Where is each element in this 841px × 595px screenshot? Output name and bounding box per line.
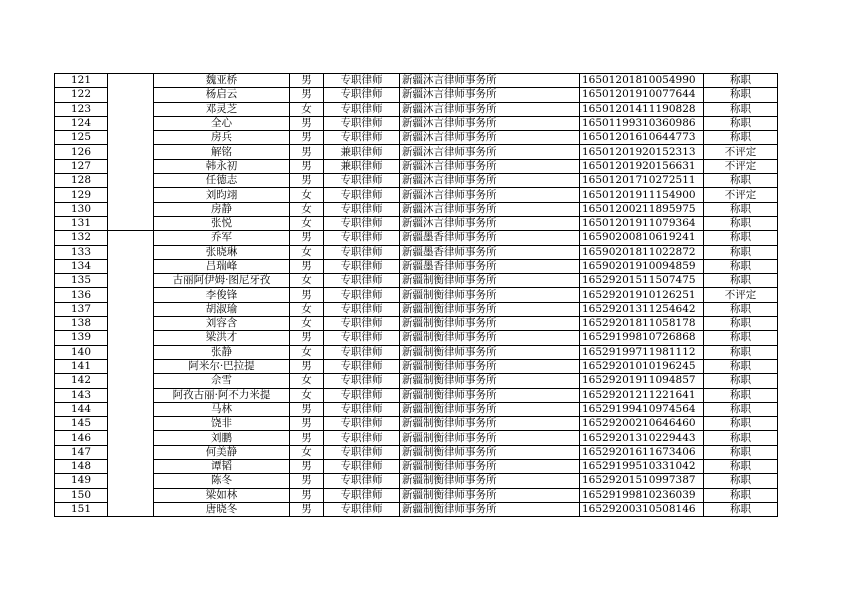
lawyer-type-cell: 专职律师	[324, 245, 400, 259]
table-row	[55, 302, 778, 316]
lawyer-type-cell: 专职律师	[324, 388, 400, 402]
name-cell: 刘容含	[154, 317, 290, 331]
gender-cell: 女	[290, 445, 324, 459]
certificate-number-cell: 16529201611673406	[580, 445, 704, 459]
law-firm-cell: 新疆制衡律师事务所	[400, 359, 580, 373]
row-number-cell: 125	[55, 131, 108, 145]
row-number-cell: 126	[55, 145, 108, 159]
row-number-cell: 130	[55, 202, 108, 216]
table-row	[55, 102, 778, 116]
gender-cell: 男	[290, 259, 324, 273]
law-firm-cell: 新疆沐言律师事务所	[400, 159, 580, 173]
row-number-cell: 137	[55, 302, 108, 316]
table-row	[55, 88, 778, 102]
blank-cell	[108, 502, 154, 516]
blank-cell	[108, 374, 154, 388]
table-row	[55, 159, 778, 173]
table-row	[55, 74, 778, 88]
blank-cell	[108, 302, 154, 316]
gender-cell: 女	[290, 102, 324, 116]
blank-cell	[108, 488, 154, 502]
certificate-number-cell: 16529201511507475	[580, 274, 704, 288]
blank-cell	[108, 74, 154, 88]
table-row	[55, 274, 778, 288]
lawyer-type-cell: 专职律师	[324, 274, 400, 288]
blank-cell	[108, 274, 154, 288]
lawyer-type-cell: 专职律师	[324, 116, 400, 130]
certificate-number-cell: 16529199810726868	[580, 331, 704, 345]
row-number-cell: 134	[55, 259, 108, 273]
lawyer-type-cell: 专职律师	[324, 202, 400, 216]
blank-cell	[108, 202, 154, 216]
evaluation-result-cell: 不评定	[704, 159, 778, 173]
certificate-number-cell: 16529201911094857	[580, 374, 704, 388]
evaluation-result-cell: 称职	[704, 259, 778, 273]
law-firm-cell: 新疆沐言律师事务所	[400, 174, 580, 188]
row-number-cell: 147	[55, 445, 108, 459]
law-firm-cell: 新疆沐言律师事务所	[400, 202, 580, 216]
gender-cell: 男	[290, 502, 324, 516]
row-number-cell: 146	[55, 431, 108, 445]
name-cell: 梁洪才	[154, 331, 290, 345]
lawyer-type-cell: 专职律师	[324, 402, 400, 416]
law-firm-cell: 新疆制衡律师事务所	[400, 488, 580, 502]
table-row	[55, 259, 778, 273]
evaluation-result-cell: 称职	[704, 102, 778, 116]
row-number-cell: 139	[55, 331, 108, 345]
name-cell: 唐晓冬	[154, 502, 290, 516]
certificate-number-cell: 16590201910094859	[580, 259, 704, 273]
row-number-cell: 150	[55, 488, 108, 502]
table-row	[55, 417, 778, 431]
evaluation-result-cell: 不评定	[704, 188, 778, 202]
gender-cell: 女	[290, 302, 324, 316]
table-row	[55, 460, 778, 474]
evaluation-result-cell: 称职	[704, 317, 778, 331]
name-cell: 刘昀翊	[154, 188, 290, 202]
law-firm-cell: 新疆制衡律师事务所	[400, 402, 580, 416]
law-firm-cell: 新疆制衡律师事务所	[400, 502, 580, 516]
evaluation-result-cell: 称职	[704, 174, 778, 188]
gender-cell: 男	[290, 288, 324, 302]
certificate-number-cell: 16529201211221641	[580, 388, 704, 402]
name-cell: 李俊锋	[154, 288, 290, 302]
table-row	[55, 374, 778, 388]
name-cell: 吕瑞峰	[154, 259, 290, 273]
table-row	[55, 216, 778, 230]
lawyer-type-cell: 专职律师	[324, 231, 400, 245]
blank-cell	[108, 460, 154, 474]
certificate-number-cell: 16501201910077644	[580, 88, 704, 102]
evaluation-result-cell: 称职	[704, 302, 778, 316]
evaluation-result-cell: 称职	[704, 374, 778, 388]
evaluation-result-cell: 不评定	[704, 145, 778, 159]
law-firm-cell: 新疆墨香律师事务所	[400, 231, 580, 245]
gender-cell: 男	[290, 402, 324, 416]
lawyer-type-cell: 专职律师	[324, 131, 400, 145]
law-firm-cell: 新疆制衡律师事务所	[400, 317, 580, 331]
lawyer-type-cell: 专职律师	[324, 88, 400, 102]
lawyer-type-cell: 专职律师	[324, 259, 400, 273]
certificate-number-cell: 16529200310508146	[580, 502, 704, 516]
law-firm-cell: 新疆制衡律师事务所	[400, 474, 580, 488]
table-body	[55, 74, 778, 517]
gender-cell: 女	[290, 388, 324, 402]
law-firm-cell: 新疆制衡律师事务所	[400, 288, 580, 302]
certificate-number-cell: 16501201911154900	[580, 188, 704, 202]
name-cell: 张静	[154, 345, 290, 359]
table-row	[55, 388, 778, 402]
certificate-number-cell: 16501201411190828	[580, 102, 704, 116]
row-number-cell: 143	[55, 388, 108, 402]
name-cell: 阿米尔·巴拉提	[154, 359, 290, 373]
table-row	[55, 288, 778, 302]
row-number-cell: 129	[55, 188, 108, 202]
certificate-number-cell: 16590201811022872	[580, 245, 704, 259]
evaluation-result-cell: 称职	[704, 402, 778, 416]
row-number-cell: 127	[55, 159, 108, 173]
name-cell: 杨启云	[154, 88, 290, 102]
evaluation-result-cell: 称职	[704, 331, 778, 345]
gender-cell: 男	[290, 88, 324, 102]
name-cell: 阿孜古丽·阿不力米提	[154, 388, 290, 402]
lawyer-type-cell: 专职律师	[324, 302, 400, 316]
certificate-number-cell: 16529201310229443	[580, 431, 704, 445]
gender-cell: 女	[290, 374, 324, 388]
gender-cell: 男	[290, 231, 324, 245]
name-cell: 魏亚桥	[154, 74, 290, 88]
gender-cell: 男	[290, 474, 324, 488]
gender-cell: 男	[290, 417, 324, 431]
row-number-cell: 148	[55, 460, 108, 474]
table-row	[55, 402, 778, 416]
lawyer-roster-table	[54, 73, 778, 517]
evaluation-result-cell: 称职	[704, 74, 778, 88]
name-cell: 全心	[154, 116, 290, 130]
lawyer-type-cell: 兼职律师	[324, 145, 400, 159]
law-firm-cell: 新疆沐言律师事务所	[400, 145, 580, 159]
blank-cell	[108, 288, 154, 302]
table-row	[55, 116, 778, 130]
law-firm-cell: 新疆制衡律师事务所	[400, 460, 580, 474]
evaluation-result-cell: 称职	[704, 388, 778, 402]
gender-cell: 男	[290, 359, 324, 373]
law-firm-cell: 新疆制衡律师事务所	[400, 331, 580, 345]
evaluation-result-cell: 称职	[704, 88, 778, 102]
certificate-number-cell: 16590200810619241	[580, 231, 704, 245]
evaluation-result-cell: 不评定	[704, 288, 778, 302]
gender-cell: 男	[290, 116, 324, 130]
row-number-cell: 140	[55, 345, 108, 359]
evaluation-result-cell: 称职	[704, 431, 778, 445]
blank-cell	[108, 174, 154, 188]
row-number-cell: 133	[55, 245, 108, 259]
blank-cell	[108, 388, 154, 402]
section-divider	[107, 230, 153, 231]
name-cell: 何美静	[154, 445, 290, 459]
law-firm-cell: 新疆制衡律师事务所	[400, 445, 580, 459]
law-firm-cell: 新疆墨香律师事务所	[400, 245, 580, 259]
table-row	[55, 488, 778, 502]
table-row	[55, 474, 778, 488]
table-row	[55, 145, 778, 159]
row-number-cell: 151	[55, 502, 108, 516]
row-number-cell: 136	[55, 288, 108, 302]
blank-cell	[108, 216, 154, 230]
table-row	[55, 174, 778, 188]
lawyer-type-cell: 专职律师	[324, 445, 400, 459]
row-number-cell: 128	[55, 174, 108, 188]
table-row	[55, 331, 778, 345]
name-cell: 房兵	[154, 131, 290, 145]
certificate-number-cell: 16501201920152313	[580, 145, 704, 159]
gender-cell: 女	[290, 202, 324, 216]
evaluation-result-cell: 称职	[704, 231, 778, 245]
certificate-number-cell: 16529201010196245	[580, 359, 704, 373]
blank-cell	[108, 116, 154, 130]
table-row	[55, 245, 778, 259]
blank-cell	[108, 331, 154, 345]
law-firm-cell: 新疆沐言律师事务所	[400, 116, 580, 130]
table-row	[55, 502, 778, 516]
gender-cell: 男	[290, 74, 324, 88]
name-cell: 解铭	[154, 145, 290, 159]
certificate-number-cell: 16529200210646460	[580, 417, 704, 431]
row-number-cell: 149	[55, 474, 108, 488]
evaluation-result-cell: 称职	[704, 245, 778, 259]
name-cell: 胡淑瑜	[154, 302, 290, 316]
certificate-number-cell: 16529199510331042	[580, 460, 704, 474]
gender-cell: 男	[290, 488, 324, 502]
name-cell: 韩永初	[154, 159, 290, 173]
certificate-number-cell: 16529199810236039	[580, 488, 704, 502]
certificate-number-cell: 16501199310360986	[580, 116, 704, 130]
lawyer-type-cell: 专职律师	[324, 417, 400, 431]
lawyer-type-cell: 专职律师	[324, 174, 400, 188]
evaluation-result-cell: 称职	[704, 460, 778, 474]
law-firm-cell: 新疆沐言律师事务所	[400, 131, 580, 145]
table-row	[55, 231, 778, 245]
lawyer-type-cell: 专职律师	[324, 216, 400, 230]
lawyer-type-cell: 兼职律师	[324, 159, 400, 173]
law-firm-cell: 新疆沐言律师事务所	[400, 216, 580, 230]
blank-cell	[108, 259, 154, 273]
gender-cell: 男	[290, 174, 324, 188]
table-row	[55, 131, 778, 145]
certificate-number-cell: 16501201810054990	[580, 74, 704, 88]
table-row	[55, 445, 778, 459]
gender-cell: 男	[290, 145, 324, 159]
evaluation-result-cell: 称职	[704, 131, 778, 145]
row-number-cell: 142	[55, 374, 108, 388]
blank-cell	[108, 188, 154, 202]
lawyer-type-cell: 专职律师	[324, 331, 400, 345]
certificate-number-cell: 16501201610644773	[580, 131, 704, 145]
table-row	[55, 431, 778, 445]
name-cell: 马林	[154, 402, 290, 416]
certificate-number-cell: 16529199711981112	[580, 345, 704, 359]
lawyer-type-cell: 专职律师	[324, 431, 400, 445]
evaluation-result-cell: 称职	[704, 445, 778, 459]
blank-cell	[108, 345, 154, 359]
lawyer-type-cell: 专职律师	[324, 502, 400, 516]
certificate-number-cell: 16501201911079364	[580, 216, 704, 230]
gender-cell: 男	[290, 460, 324, 474]
evaluation-result-cell: 称职	[704, 274, 778, 288]
table-row	[55, 345, 778, 359]
blank-cell	[108, 131, 154, 145]
gender-cell: 女	[290, 188, 324, 202]
lawyer-type-cell: 专职律师	[324, 102, 400, 116]
evaluation-result-cell: 称职	[704, 359, 778, 373]
name-cell: 乔军	[154, 231, 290, 245]
evaluation-result-cell: 称职	[704, 202, 778, 216]
name-cell: 邓灵芝	[154, 102, 290, 116]
gender-cell: 男	[290, 159, 324, 173]
evaluation-result-cell: 称职	[704, 488, 778, 502]
blank-cell	[108, 102, 154, 116]
blank-cell	[108, 245, 154, 259]
certificate-number-cell: 16501200211895975	[580, 202, 704, 216]
name-cell: 陈冬	[154, 474, 290, 488]
law-firm-cell: 新疆沐言律师事务所	[400, 74, 580, 88]
row-number-cell: 135	[55, 274, 108, 288]
gender-cell: 女	[290, 345, 324, 359]
row-number-cell: 122	[55, 88, 108, 102]
blank-cell	[108, 317, 154, 331]
law-firm-cell: 新疆制衡律师事务所	[400, 431, 580, 445]
row-number-cell: 131	[55, 216, 108, 230]
name-cell: 张晓琳	[154, 245, 290, 259]
blank-cell	[108, 431, 154, 445]
lawyer-type-cell: 专职律师	[324, 374, 400, 388]
table-row	[55, 188, 778, 202]
certificate-number-cell: 16529201910126251	[580, 288, 704, 302]
blank-cell	[108, 88, 154, 102]
lawyer-type-cell: 专职律师	[324, 488, 400, 502]
evaluation-result-cell: 称职	[704, 502, 778, 516]
lawyer-type-cell: 专职律师	[324, 317, 400, 331]
lawyer-type-cell: 专职律师	[324, 188, 400, 202]
lawyer-type-cell: 专职律师	[324, 460, 400, 474]
law-firm-cell: 新疆沐言律师事务所	[400, 102, 580, 116]
lawyer-type-cell: 专职律师	[324, 288, 400, 302]
blank-cell	[108, 474, 154, 488]
law-firm-cell: 新疆制衡律师事务所	[400, 302, 580, 316]
certificate-number-cell: 16501201920156631	[580, 159, 704, 173]
lawyer-type-cell: 专职律师	[324, 359, 400, 373]
row-number-cell: 132	[55, 231, 108, 245]
certificate-number-cell: 16529201311254642	[580, 302, 704, 316]
table-row	[55, 317, 778, 331]
certificate-number-cell: 16529201811058178	[580, 317, 704, 331]
law-firm-cell: 新疆墨香律师事务所	[400, 259, 580, 273]
name-cell: 古丽阿伊姆·图尼牙孜	[154, 274, 290, 288]
evaluation-result-cell: 称职	[704, 216, 778, 230]
lawyer-type-cell: 专职律师	[324, 474, 400, 488]
gender-cell: 女	[290, 317, 324, 331]
law-firm-cell: 新疆沐言律师事务所	[400, 88, 580, 102]
certificate-number-cell: 16501201710272511	[580, 174, 704, 188]
blank-cell	[108, 402, 154, 416]
blank-cell	[108, 445, 154, 459]
law-firm-cell: 新疆制衡律师事务所	[400, 345, 580, 359]
row-number-cell: 145	[55, 417, 108, 431]
row-number-cell: 141	[55, 359, 108, 373]
evaluation-result-cell: 称职	[704, 116, 778, 130]
name-cell: 房静	[154, 202, 290, 216]
law-firm-cell: 新疆沐言律师事务所	[400, 188, 580, 202]
name-cell: 梁如林	[154, 488, 290, 502]
certificate-number-cell: 16529201510997387	[580, 474, 704, 488]
name-cell: 饶非	[154, 417, 290, 431]
evaluation-result-cell: 称职	[704, 474, 778, 488]
row-number-cell: 123	[55, 102, 108, 116]
name-cell: 刘鹏	[154, 431, 290, 445]
name-cell: 任德志	[154, 174, 290, 188]
row-number-cell: 138	[55, 317, 108, 331]
certificate-number-cell: 16529199410974564	[580, 402, 704, 416]
row-number-cell: 144	[55, 402, 108, 416]
gender-cell: 男	[290, 431, 324, 445]
name-cell: 谭韬	[154, 460, 290, 474]
law-firm-cell: 新疆制衡律师事务所	[400, 374, 580, 388]
law-firm-cell: 新疆制衡律师事务所	[400, 417, 580, 431]
row-number-cell: 124	[55, 116, 108, 130]
blank-cell	[108, 231, 154, 245]
blank-cell	[108, 159, 154, 173]
table-row	[55, 359, 778, 373]
table-row	[55, 202, 778, 216]
blank-cell	[108, 417, 154, 431]
gender-cell: 女	[290, 274, 324, 288]
law-firm-cell: 新疆制衡律师事务所	[400, 388, 580, 402]
gender-cell: 女	[290, 216, 324, 230]
row-number-cell: 121	[55, 74, 108, 88]
lawyer-type-cell: 专职律师	[324, 74, 400, 88]
name-cell: 张悦	[154, 216, 290, 230]
blank-cell	[108, 145, 154, 159]
blank-cell	[108, 359, 154, 373]
gender-cell: 男	[290, 131, 324, 145]
lawyer-type-cell: 专职律师	[324, 345, 400, 359]
law-firm-cell: 新疆制衡律师事务所	[400, 274, 580, 288]
evaluation-result-cell: 称职	[704, 417, 778, 431]
evaluation-result-cell: 称职	[704, 345, 778, 359]
name-cell: 佘雪	[154, 374, 290, 388]
gender-cell: 男	[290, 331, 324, 345]
gender-cell: 女	[290, 245, 324, 259]
